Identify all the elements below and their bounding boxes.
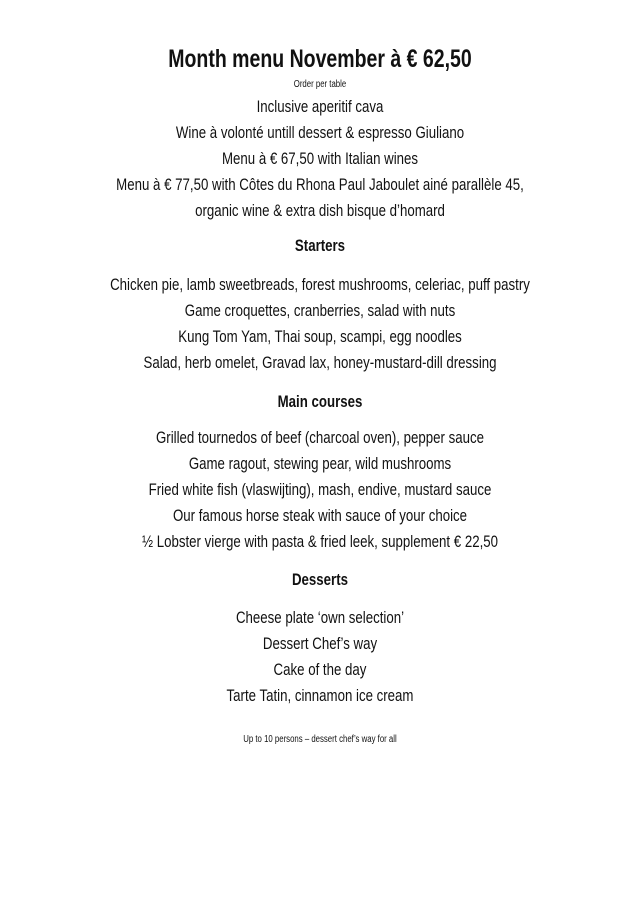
footer-note bbox=[0, 733, 640, 747]
intro-line: Wine à volonté untill dessert & espresso Giuliano bbox=[175, 123, 465, 142]
intro-line: organic wine & extra dish bisque d’homard bbox=[195, 201, 445, 220]
intro-line: Menu à € 67,50 with Italian wines bbox=[221, 149, 419, 168]
dish-item: Kung Tom Yam, Thai soup, scampi, egg noodles bbox=[178, 327, 462, 346]
dish-item: Fried white fish (vlaswijting), mash, endive, mustard sauce bbox=[148, 480, 492, 499]
dish-item: Game croquettes, cranberries, salad with nuts bbox=[184, 301, 456, 320]
dish-item: Our famous horse steak with sauce of your choice bbox=[172, 506, 468, 525]
dish-item: Cheese plate ‘own selection’ bbox=[235, 608, 405, 627]
dish-item: Cake of the day bbox=[273, 660, 367, 679]
menu-title bbox=[0, 44, 640, 74]
intro-block bbox=[0, 94, 640, 224]
dish-list-main-courses bbox=[0, 425, 640, 555]
intro-line: Menu à € 77,50 with Côtes du Rhona Paul Jaboulet ainé parallèle 45, bbox=[116, 175, 524, 194]
footer-note-text: Up to 10 persons – dessert chef’s way for all bbox=[243, 734, 397, 745]
dish-item: Grilled tournedos of beef (charcoal oven), pepper sauce bbox=[155, 428, 485, 447]
order-note-text: Order per table bbox=[293, 79, 347, 90]
dish-list-desserts bbox=[0, 605, 640, 709]
dish-item: Tarte Tatin, cinnamon ice cream bbox=[226, 686, 414, 705]
dish-item: Game ragout, stewing pear, wild mushrooms bbox=[188, 454, 452, 473]
dish-item: Salad, herb omelet, Gravad lax, honey-mustard-dill dressing bbox=[143, 353, 497, 372]
section-heading-text: Main courses bbox=[277, 392, 363, 411]
section-heading-text: Starters bbox=[294, 236, 346, 255]
dish-item: Dessert Chef’s way bbox=[262, 634, 378, 653]
order-note bbox=[0, 78, 640, 92]
dish-item: ½ Lobster vierge with pasta & fried leek, supplement € 22,50 bbox=[141, 532, 499, 551]
intro-line: Inclusive aperitif cava bbox=[256, 97, 384, 116]
dish-list-starters bbox=[0, 272, 640, 376]
section-heading-starters bbox=[0, 235, 640, 257]
menu-title-text: Month menu November à € 62,50 bbox=[168, 45, 472, 73]
section-heading-desserts bbox=[0, 569, 640, 591]
section-heading-text: Desserts bbox=[291, 570, 349, 589]
section-heading-main-courses bbox=[0, 391, 640, 413]
dish-item: Chicken pie, lamb sweetbreads, forest mushrooms, celeriac, puff pastry bbox=[110, 275, 530, 294]
